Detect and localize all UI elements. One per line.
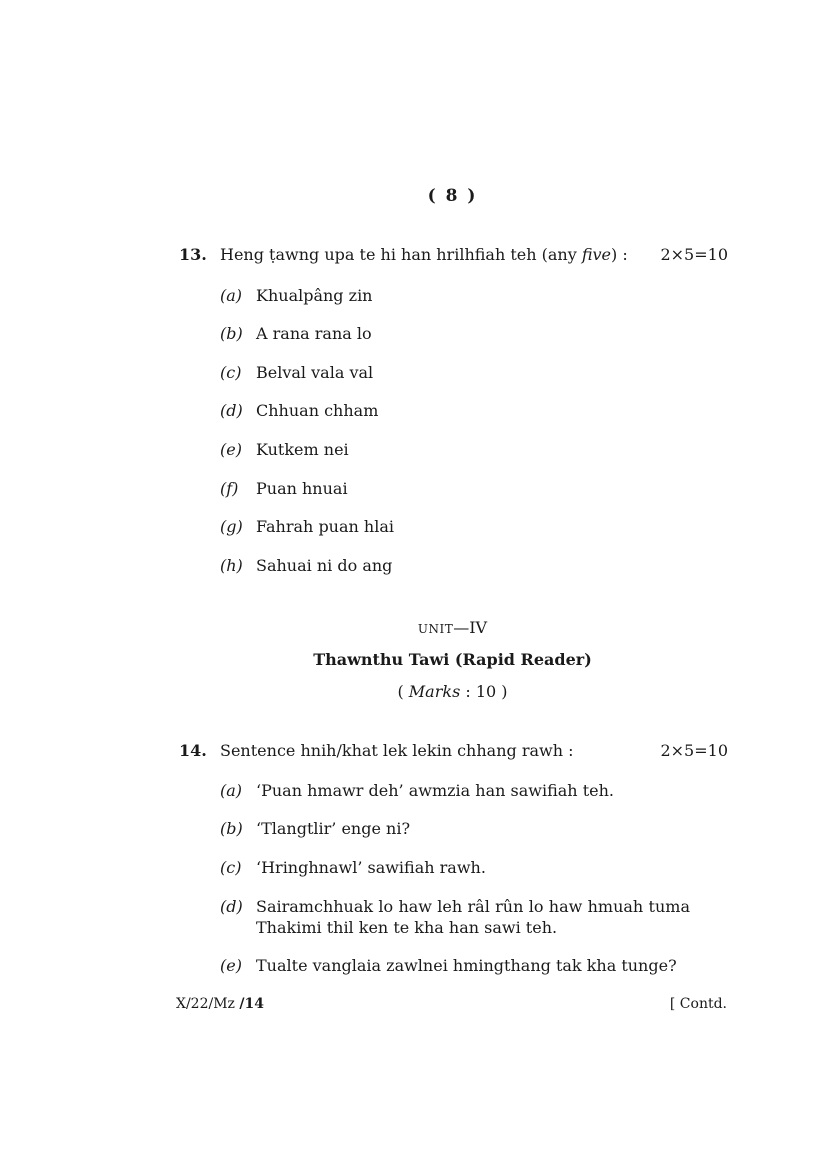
question-prompt: Sentence hnih/khat lek lekin chhang rawh :: [220, 741, 574, 760]
item-text: Puan hnuai: [256, 479, 348, 498]
page-number: ( 8 ): [427, 186, 478, 206]
question-number: 13.: [179, 245, 207, 264]
item-text: Kutkem nei: [256, 440, 349, 459]
item-text: Tualte vanglaia zawlnei hmingthang tak kha tunge?: [256, 956, 677, 975]
prompt-part: Heng ṭawng upa te hi han hrilhfiah teh (any: [220, 245, 582, 264]
item-label: (a): [220, 781, 243, 800]
item-label: (e): [220, 956, 242, 975]
paper-code-number: /14: [239, 996, 264, 1012]
unit-word: UNIT: [417, 622, 454, 636]
unit-numeral: —IV: [453, 618, 488, 637]
item-label: (a): [220, 286, 243, 305]
prompt-part: ) :: [611, 245, 628, 264]
item-label: (f): [220, 479, 239, 498]
paper-code: [176, 996, 264, 1012]
item-label: (b): [220, 819, 243, 838]
item-label: (c): [220, 363, 242, 382]
continued-note: [ Contd.: [669, 996, 727, 1012]
item-label: (b): [220, 324, 243, 343]
item-text: Sairamchhuak lo haw leh râl rûn lo haw hmuah tuma Thakimi thil ken te kha han sawi teh.: [256, 897, 690, 937]
marks-open: (: [397, 682, 409, 701]
question-marks: 2×5=10: [660, 245, 728, 264]
item-label: (h): [220, 556, 243, 575]
marks-label: Marks: [408, 682, 461, 701]
item-text: A rana rana lo: [256, 324, 372, 343]
item-text: Khualpâng zin: [256, 286, 373, 305]
section-title: Thawnthu Tawi (Rapid Reader): [313, 650, 592, 669]
marks-value: : 10 ): [460, 682, 508, 701]
item-text: Fahrah puan hlai: [256, 517, 394, 536]
item-text: Sahuai ni do ang: [256, 556, 393, 575]
question-prompt: [220, 245, 628, 264]
item-text: ‘Tlangtlir’ enge ni?: [256, 819, 411, 838]
prompt-emphasis: five: [581, 245, 612, 264]
item-label: (g): [220, 517, 243, 536]
item-text: ‘Puan hmawr deh’ awmzia han sawifiah teh.: [256, 781, 614, 800]
item-label: (d): [220, 897, 243, 916]
section-marks: [0, 682, 827, 701]
question-number: 14.: [179, 741, 207, 760]
item-label: (e): [220, 440, 242, 459]
item-label: (c): [220, 858, 242, 877]
unit-heading: [0, 618, 827, 637]
item-label: (d): [220, 401, 243, 420]
item-text: Chhuan chham: [256, 401, 379, 420]
item-text: Belval vala val: [256, 363, 374, 382]
paper-code-prefix: X/22/Mz: [176, 996, 240, 1012]
item-text: ‘Hringhnawl’ sawifiah rawh.: [256, 858, 486, 877]
question-marks: 2×5=10: [660, 741, 728, 760]
